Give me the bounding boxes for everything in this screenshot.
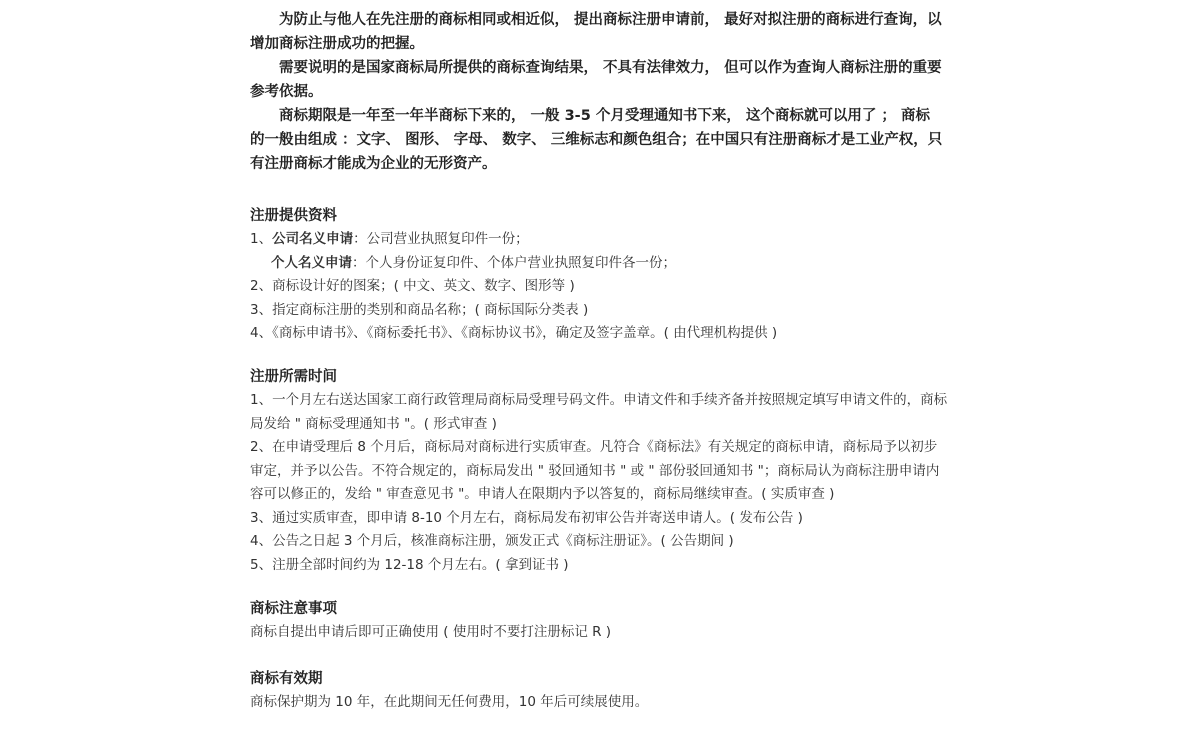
section-notes (250, 597, 950, 645)
section-heading-materials: 注册提供资料 (250, 208, 337, 224)
list-item: 1、一个月左右送达国家工商行政管理局商标局受理号码文件。申请文件和手续齐备并按照规定填写申请文件的，商标局发给 " 商标受理通知书 "。( 形式审查 ) (250, 392, 948, 432)
list-item (250, 252, 950, 276)
section-heading-notes: 商标注意事项 (250, 601, 337, 617)
item-text: ：公司营业执照复印件一份； (353, 231, 529, 247)
list-item (250, 228, 950, 252)
list-item: 3、指定商标注册的类别和商品名称；( 商标国际分类表 ) (250, 301, 589, 318)
list-item: 4、《商标申请书》、《商标委托书》、《商标协议书》，确定及签字盖章。( 由代理机构提供 ) (250, 325, 778, 341)
list-item: 2、在申请受理后 8 个月后，商标局对商标进行实质审查。凡符合《商标法》有关规定的商标申请，商标局予以初步审定，并予以公告。不符合规定的，商标局发出 " 驳回通知书 " 或 " 部份驳回通知书 "；商标局认为商标注册申请内容可以修正的，发给 " 审查意见书 "。申请人在限期内予以答复的，商标局继续审查。( 实质审查 ) (250, 439, 940, 502)
section-heading-time: 注册所需时间 (250, 369, 337, 385)
intro-paragraph-3: 商标期限是一年至一年半商标下来的， 一般 3-5 个月受理通知书下来， 这个商标就可以用了 ； 商标的一般由组成 ：文字、 图形、 字母、 数字、 三维标志和颜色组合；在中国只有注册商标才是工业产权，只有注册商标才能成为企业的无形资产。 (250, 108, 943, 172)
item-number: 1、 (250, 231, 273, 247)
item-label: 公司名义申请 (272, 231, 354, 247)
list-item: 2、商标设计好的图案；( 中文、英文、数字、图形等 ) (250, 278, 575, 294)
intro-paragraph-2: 需要说明的是国家商标局所提供的商标查询结果， 不具有法律效力， 但可以作为查询人商标注册的重要参考依据。 (250, 60, 942, 100)
section-validity (250, 667, 950, 715)
section-time (250, 365, 950, 577)
list-item: 3、通过实质审查，即申请 8-10 个月左右，商标局发布初审公告并寄送申请人。( 发布公告 ) (250, 509, 803, 526)
section-heading-validity: 商标有效期 (250, 671, 323, 687)
item-text: ：个人身份证复印件、个体户营业执照复印件各一份； (352, 254, 676, 271)
list-item: 4、公告之日起 3 个月后，核准商标注册，颁发正式《商标注册证》。( 公告期间 ) (250, 533, 734, 549)
section-materials (250, 204, 950, 346)
item-label: 个人名义申请 (271, 254, 352, 271)
notes-text: 商标自提出申请后即可正确使用 ( 使用时不要打注册标记 R ) (250, 624, 612, 640)
intro-paragraph-1: 为防止与他人在先注册的商标相同或相近似， 提出商标注册申请前， 最好对拟注册的商标进行查询，以增加商标注册成功的把握。 (250, 12, 942, 52)
list-item: 5、注册全部时间约为 12-18 个月左右。( 拿到证书 ) (250, 556, 569, 573)
validity-text: 商标保护期为 10 年，在此期间无任何费用，10 年后可续展使用。 (250, 694, 649, 710)
intro-block (250, 8, 944, 176)
